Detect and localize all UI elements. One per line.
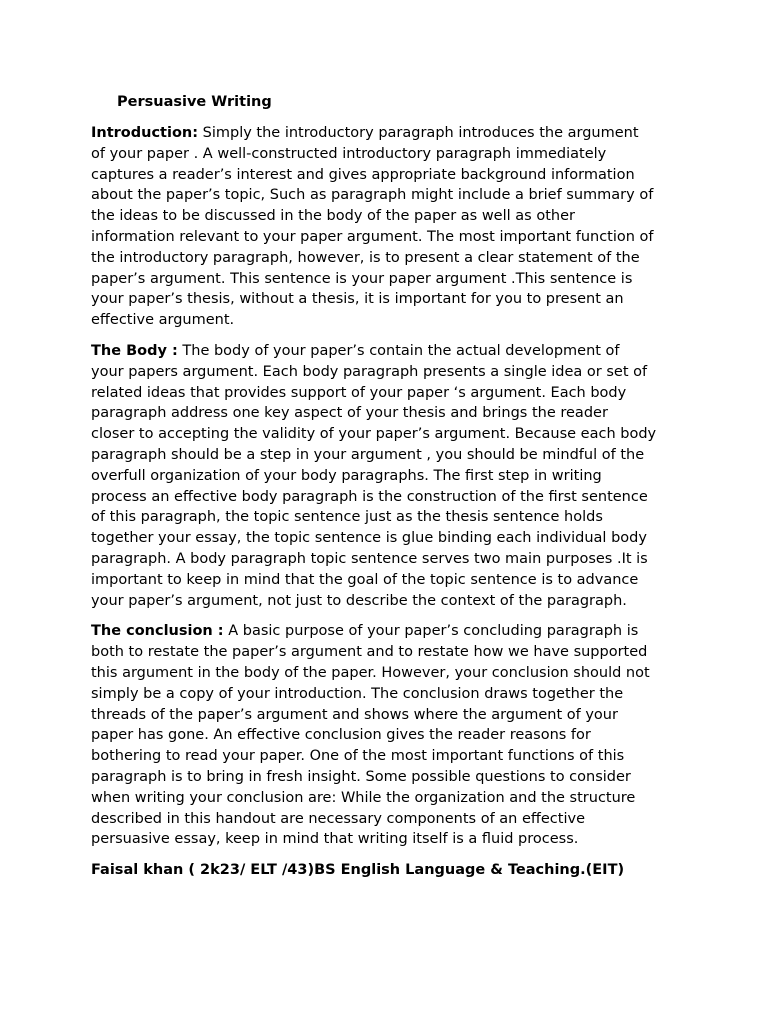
body-line: paragraph address one key aspect of your thesis and brings the reader xyxy=(91,405,608,422)
body-line: your paper’s argument, not just to describe the context of the paragraph. xyxy=(91,592,627,609)
introduction-line: the introductory paragraph, however, is to present a clear statement of the xyxy=(91,249,640,266)
document-title: Persuasive Writing xyxy=(117,94,272,110)
body-line: paragraph should be a step in your argument , you should be mindful of the xyxy=(91,446,645,463)
body-line: of this paragraph, the topic sentence just as the thesis sentence holds xyxy=(91,509,603,526)
body-line: your papers argument. Each body paragraph presents a single idea or set of xyxy=(91,363,648,380)
body-paragraph xyxy=(91,341,683,611)
conclusion-line: described in this handout are necessary components of an effective xyxy=(91,810,585,827)
introduction-heading: Introduction: xyxy=(91,125,199,141)
body-line: closer to accepting the validity of your paper’s argument. Because each body xyxy=(91,426,657,443)
conclusion-line: when writing your conclusion are: While the organization and the structure xyxy=(91,789,636,806)
conclusion-paragraph xyxy=(91,621,683,850)
conclusion-line: persuasive essay, keep in mind that writing itself is a fluid process. xyxy=(91,831,579,848)
document-body xyxy=(91,123,683,881)
introduction-paragraph xyxy=(91,123,683,331)
conclusion-line: simply be a copy of your introduction. The conclusion draws together the xyxy=(91,685,624,702)
conclusion-line: paper has gone. An effective conclusion gives the reader reasons for xyxy=(91,727,591,744)
conclusion-text: A basic purpose of your paper’s concluding paragraph is xyxy=(223,623,639,640)
conclusion-line-1 xyxy=(91,621,683,642)
introduction-line: paper’s argument. This sentence is your paper argument .This sentence is xyxy=(91,270,633,287)
conclusion-line: paragraph is to bring in fresh insight. Some possible questions to consider xyxy=(91,768,631,785)
conclusion-heading: The conclusion : xyxy=(91,623,224,640)
body-line: important to keep in mind that the goal of the topic sentence is to advance xyxy=(91,571,639,588)
introduction-line: the ideas to be discussed in the body of the paper as well as other xyxy=(91,208,575,225)
body-line-1 xyxy=(91,341,683,362)
body-line: related ideas that provides support of your paper ‘s argument. Each body xyxy=(91,384,627,401)
body-line: process an effective body paragraph is the construction of the first sentence xyxy=(91,488,648,505)
body-line: overfull organization of your body paragraphs. The first step in writing xyxy=(91,467,602,484)
conclusion-line: threads of the paper’s argument and shows where the argument of your xyxy=(91,706,618,723)
body-line: together your essay, the topic sentence is glue binding each individual body xyxy=(91,530,647,547)
conclusion-line: this argument in the body of the paper. However, your conclusion should not xyxy=(91,664,650,681)
introduction-line: of your paper . A well-constructed introductory paragraph immediately xyxy=(91,145,607,162)
introduction-line: information relevant to your paper argument. The most important function of xyxy=(91,228,654,245)
introduction-line-1 xyxy=(91,123,683,144)
introduction-line: effective argument. xyxy=(91,312,235,329)
introduction-line: captures a reader’s interest and gives appropriate background information xyxy=(91,166,635,183)
body-line: paragraph. A body paragraph topic sentence serves two main purposes .It is xyxy=(91,550,648,567)
conclusion-line: both to restate the paper’s argument and to restate how we have supported xyxy=(91,644,648,661)
introduction-line: about the paper’s topic, Such as paragraph might include a brief summary of xyxy=(91,187,654,204)
body-heading: The Body : xyxy=(91,342,178,359)
conclusion-line: bothering to read your paper. One of the most important functions of this xyxy=(91,748,625,765)
introduction-text: Simply the introductory paragraph introduces the argument xyxy=(198,125,639,141)
body-text: The body of your paper’s contain the actual development of xyxy=(177,342,620,359)
introduction-line: your paper’s thesis, without a thesis, it is important for you to present an xyxy=(91,291,624,308)
author-signature: Faisal khan ( 2k23/ ELT /43)BS English Language & Teaching.(EIT) xyxy=(91,862,625,879)
